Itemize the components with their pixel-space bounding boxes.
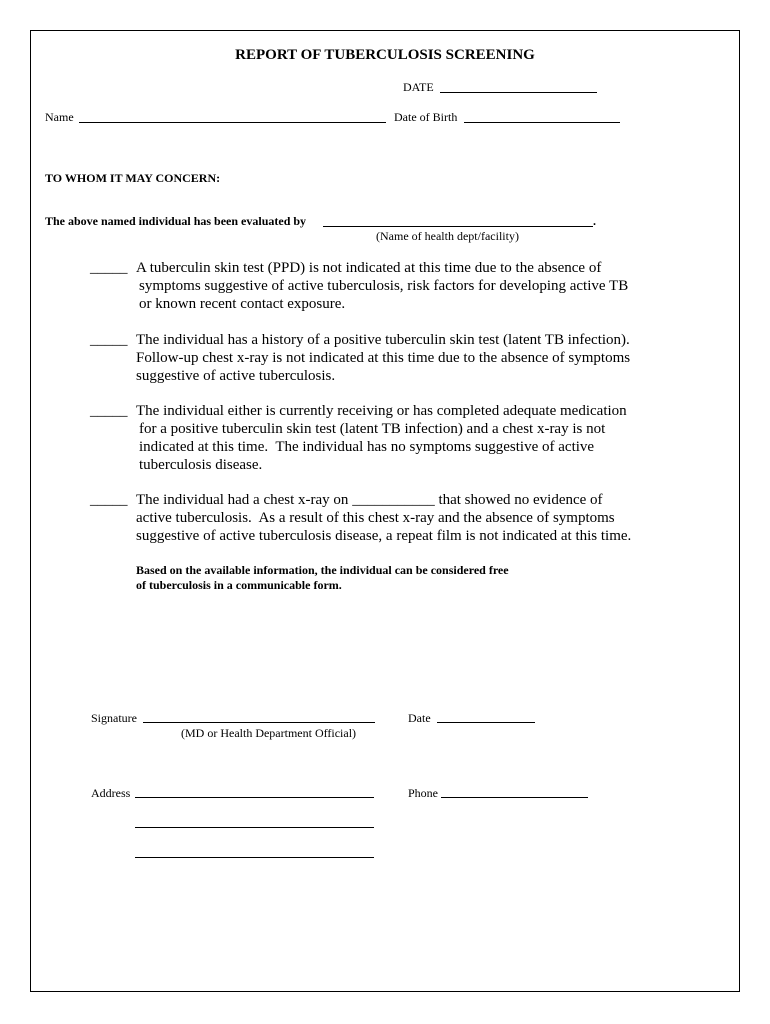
option-4-checkbox-blank[interactable]: _____ [90, 492, 128, 508]
signature-label: Signature [91, 711, 137, 725]
date-label: DATE [403, 80, 434, 94]
signature-caption: (MD or Health Department Official) [181, 726, 357, 740]
facility-field[interactable] [323, 226, 593, 227]
option-2-line-3: suggestive of active tuberculosis. [136, 368, 336, 384]
option-4-line-1-before: The individual had a chest x-ray on [136, 492, 349, 508]
evaluated-by-label: The above named individual has been evaluated by [45, 214, 307, 228]
salutation: TO WHOM IT MAY CONCERN: [45, 171, 221, 185]
sign-date-label: Date [408, 711, 431, 725]
option-4-line-2: active tuberculosis. As a result of this chest x-ray and the absence of symptoms [136, 510, 615, 526]
dob-label: Date of Birth [394, 110, 458, 124]
option-1-line-2: symptoms suggestive of active tuberculosis, risk factors for developing active TB [139, 278, 629, 294]
option-1-line-1: A tuberculin skin test (PPD) is not indicated at this time due to the absence of [136, 260, 602, 276]
option-4-line-3: suggestive of active tuberculosis disease, a repeat film is not indicated at this time. [136, 528, 632, 544]
sign-date-field[interactable] [437, 722, 535, 723]
option-2-line-1: The individual has a history of a positive tuberculin skin test (latent TB infection). [136, 332, 630, 348]
option-2-line-2: Follow-up chest x-ray is not indicated at this time due to the absence of symptoms [136, 350, 631, 366]
option-3-line-4: tuberculosis disease. [139, 457, 263, 473]
dob-field[interactable] [464, 122, 620, 123]
option-3-line-2: for a positive tuberculin skin test (latent TB infection) and a chest x-ray is not [139, 421, 606, 437]
option-3-line-3: indicated at this time. The individual has no symptoms suggestive of active [139, 439, 595, 455]
name-field[interactable] [79, 122, 386, 123]
conclusion-line-1: Based on the available information, the individual can be considered free [136, 563, 509, 577]
option-1-line-3: or known recent contact exposure. [139, 296, 346, 312]
phone-field[interactable] [441, 797, 588, 798]
option-1-checkbox-blank[interactable]: _____ [90, 260, 128, 276]
address-field-line-2[interactable] [135, 827, 374, 828]
option-3-checkbox-blank[interactable]: _____ [90, 403, 128, 419]
evaluated-by-period: . [593, 214, 596, 228]
facility-caption: (Name of health dept/facility) [376, 229, 519, 243]
address-label: Address [91, 786, 131, 800]
option-2-checkbox-blank[interactable]: _____ [90, 332, 128, 348]
option-4-line-1-after: that showed no evidence of [438, 492, 603, 508]
phone-label: Phone [408, 786, 438, 800]
document-title: REPORT OF TUBERCULOSIS SCREENING [235, 47, 535, 63]
conclusion-line-2: of tuberculosis in a communicable form. [136, 578, 342, 592]
signature-field[interactable] [143, 722, 375, 723]
date-field[interactable] [440, 92, 597, 93]
address-field-line-1[interactable] [135, 797, 374, 798]
address-field-line-3[interactable] [135, 857, 374, 858]
option-4-line-1 [136, 491, 603, 509]
name-label: Name [45, 110, 74, 124]
option-3-line-1: The individual either is currently receiving or has completed adequate medication [136, 403, 627, 419]
xray-date-blank[interactable]: ___________ [352, 492, 435, 508]
